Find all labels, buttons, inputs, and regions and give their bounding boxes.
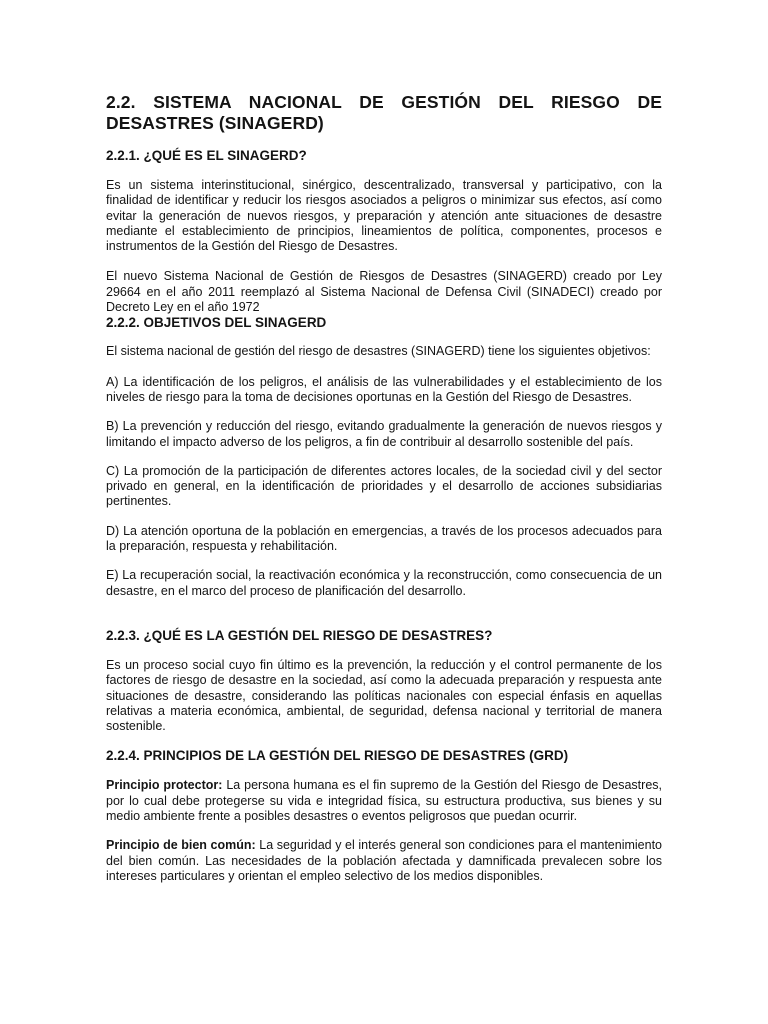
principle-bien-comun-label: Principio de bien común:: [106, 838, 256, 853]
section-title: 2.2. SISTEMA NACIONAL DE GESTIÓN DEL RIESGO DE DESASTRES (SINAGERD): [106, 92, 662, 133]
heading-principios: 2.2.4. PRINCIPIOS DE LA GESTIÓN DEL RIESGO DE DESASTRES (GRD): [106, 748, 569, 764]
principle-bien-comun: [106, 838, 662, 884]
heading-que-es-sinagerd: 2.2.1. ¿QUÉ ES EL SINAGERD?: [106, 148, 307, 163]
objective-d: D) La atención oportuna de la población en emergencias, a través de los procesos adecuados para la preparación, respuesta y rehabilitación.: [106, 523, 662, 554]
objective-a: A) La identificación de los peligros, el análisis de las vulnerabilidades y el establecimiento de los niveles de riesgo para la toma de decisiones oportunas en la Gestión del Riesgo de Desastres.: [106, 374, 662, 404]
principle-protector-label: Principio protector:: [106, 778, 223, 793]
paragraph-definicion: Es un sistema interinstitucional, sinérgico, descentralizado, transversal y participativo, con la finalidad de identificar y reducir los riesgos asociados a peligros o minimizar sus efectos, así como evitar la generación de nuevos riesgos, y preparación y atención ante situaciones de desastre mediante el establecimiento de principios, lineamientos de política, componentes, procesos e instrumentos de la Gestión del Riesgo de Desastres.: [106, 178, 662, 254]
heading-objetivos: 2.2.2. OBJETIVOS DEL SINAGERD: [106, 315, 327, 331]
principle-bien-comun-text: La seguridad y el interés general son condiciones para el mantenimiento del bien común. Las necesidades de la población afectada y damnificada prevalecen sobre los intereses particulares y orientan el empleo selectivo de los medios disponibles.: [106, 838, 662, 883]
principle-protector-text: La persona humana es el fin supremo de la Gestión del Riesgo de Desastres, por lo cual debe protegerse su vida e integridad física, su estructura productiva, sus bienes y su medio ambiente frente a posibles desastres o eventos peligrosos que puedan ocurrir.: [106, 778, 662, 824]
objective-c: C) La promoción de la participación de diferentes actores locales, de la sociedad civil y del sector privado en general, en la identificación de prioridades y el desarrollo de acciones subsidiarias pertinentes.: [106, 463, 662, 509]
paragraph-objetivos-intro: El sistema nacional de gestión del riesgo de desastres (SINAGERD) tiene los siguientes objetivos:: [106, 344, 651, 359]
objective-e: E) La recuperación social, la reactivación económica y la reconstrucción, como consecuencia de un desastre, en el marco del proceso de planificación del desarrollo.: [106, 568, 662, 598]
objective-b: B) La prevención y reducción del riesgo, evitando gradualmente la generación de nuevos riesgos y limitando el impacto adverso de los peligros, a fin de contribuir al desarrollo sostenible del país.: [106, 419, 662, 449]
heading-que-es-grd: 2.2.3. ¿QUÉ ES LA GESTIÓN DEL RIESGO DE DESASTRES?: [106, 627, 493, 643]
principle-protector: [106, 778, 662, 824]
paragraph-grd-definicion: Es un proceso social cuyo fin último es la prevención, la reducción y el control permanente de los factores de riesgo de desastre en la sociedad, así como la adecuada preparación y respuesta ante situaciones de desastre, considerando las políticas nacionales con especial énfasis en aquellas relativas a materia económica, ambiental, de seguridad, defensa nacional y territorial de manera sostenible.: [106, 657, 662, 734]
paragraph-historia: El nuevo Sistema Nacional de Gestión de Riesgos de Desastres (SINAGERD) creado por Ley 29664 en el año 2011 reemplazó al Sistema Nacional de Defensa Civil (SINADECI) creado por Decreto Ley en el año 1972: [106, 269, 662, 315]
